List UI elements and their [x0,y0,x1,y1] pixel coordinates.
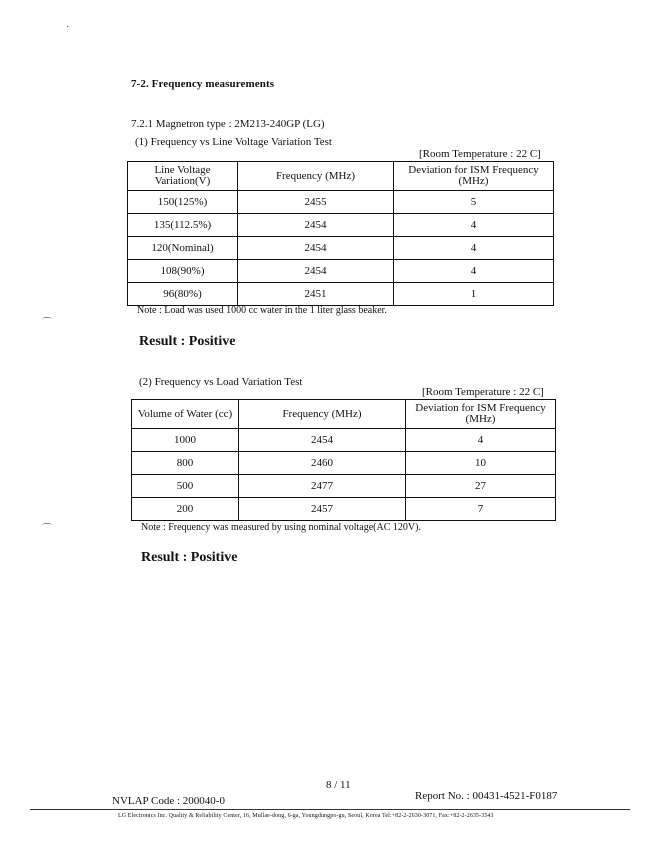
cell-voltage: 108(90%) [128,260,238,283]
header-frequency: Frequency (MHz) [238,162,394,191]
cell-deviation: 4 [394,260,554,283]
cell-frequency: 2454 [238,237,394,260]
cell-frequency: 2455 [238,191,394,214]
cell-deviation: 5 [394,191,554,214]
test2-result: Result : Positive [141,550,238,565]
cell-frequency: 2457 [239,498,406,521]
table-row [128,191,554,214]
scan-mark: ⌒ [42,524,52,535]
table-row [132,475,556,498]
load-variation-table [131,399,556,521]
table-row [128,237,554,260]
nvlap-code: NVLAP Code : 200040-0 [112,795,225,807]
cell-voltage: 120(Nominal) [128,237,238,260]
cell-volume: 1000 [132,429,239,452]
header-deviation: Deviation for ISM Frequency (MHz) [394,162,554,191]
cell-volume: 800 [132,452,239,475]
cell-frequency: 2460 [239,452,406,475]
cell-frequency: 2451 [238,283,394,306]
cell-deviation: 4 [406,429,556,452]
header-line-voltage: Line Voltage Variation(V) [128,162,238,191]
cell-volume: 200 [132,498,239,521]
scan-speck: · [66,22,70,33]
subsection-title: 7.2.1 Magnetron type : 2M213-240GP (LG) [131,118,325,130]
line-voltage-table [127,161,554,306]
cell-deviation: 4 [394,237,554,260]
test2-note: Note : Frequency was measured by using nominal voltage(AC 120V). [141,522,421,533]
cell-frequency: 2454 [238,214,394,237]
cell-voltage: 135(112.5%) [128,214,238,237]
table-row [128,214,554,237]
header-volume-of-water: Volume of Water (cc) [132,400,239,429]
test1-result: Result : Positive [139,334,236,349]
cell-frequency: 2477 [239,475,406,498]
cell-deviation: 1 [394,283,554,306]
cell-frequency: 2454 [239,429,406,452]
test2-room-temperature: [Room Temperature : 22 C] [422,386,544,398]
cell-voltage: 150(125%) [128,191,238,214]
scan-mark: ⌒ [42,318,52,329]
table-row [128,260,554,283]
footer-address: LG Electronics Inc. Quality & Reliability Center, 16, Mullae-dong, 6-ga, Youngdungpo-gu, Seoul, Korea Tel:+82-2-2630-3071, Fax:+82-2-2635-3543 [118,813,494,819]
test2-title: (2) Frequency vs Load Variation Test [139,376,303,388]
test1-note: Note : Load was used 1000 cc water in the 1 liter glass beaker. [137,305,387,316]
table-row [132,429,556,452]
cell-deviation: 4 [394,214,554,237]
footer-divider [30,809,630,810]
table-row [132,452,556,475]
test1-room-temperature: [Room Temperature : 22 C] [419,148,541,160]
header-frequency: Frequency (MHz) [239,400,406,429]
table-row [128,283,554,306]
cell-voltage: 96(80%) [128,283,238,306]
test1-title: (1) Frequency vs Line Voltage Variation Test [135,136,332,148]
cell-frequency: 2454 [238,260,394,283]
table-row [132,498,556,521]
cell-deviation: 7 [406,498,556,521]
section-title: 7-2. Frequency measurements [131,78,275,90]
header-deviation: Deviation for ISM Frequency (MHz) [406,400,556,429]
report-number: Report No. : 00431-4521-F0187 [415,790,558,802]
page-number: 8 / 11 [326,779,351,791]
cell-deviation: 10 [406,452,556,475]
cell-volume: 500 [132,475,239,498]
cell-deviation: 27 [406,475,556,498]
